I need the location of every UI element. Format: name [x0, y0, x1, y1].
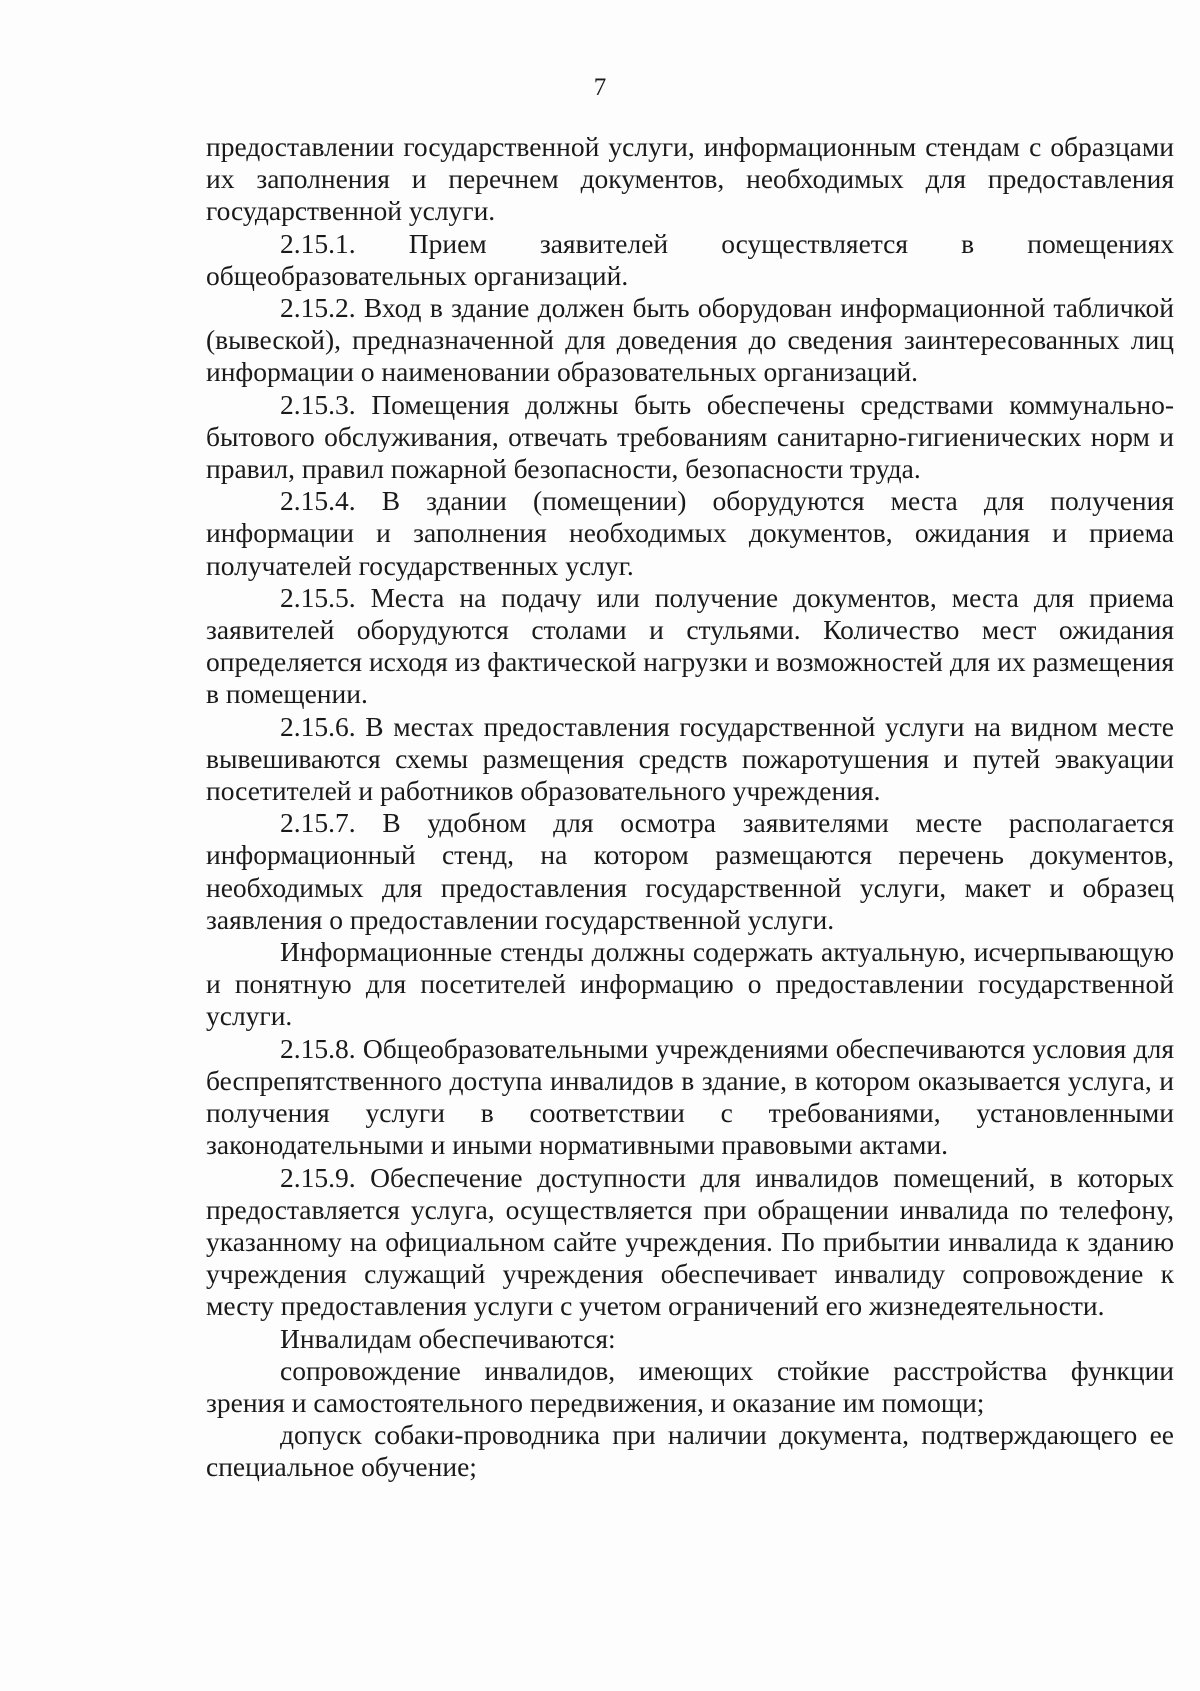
paragraph-2-15-4: 2.15.4. В здании (помещении) оборудуются места для получения информации и заполнения необходимых документов, ожидания и приема получателей государственных услуг.: [206, 485, 1174, 581]
paragraph-escort: сопровождение инвалидов, имеющих стойкие расстройства функции зрения и самостоятельного передвижения, и оказание им помощи;: [206, 1354, 1174, 1418]
paragraph-2-15-7: 2.15.7. В удобном для осмотра заявителями месте располагается информационный стенд, на котором размещаются перечень документов, необходимых для предоставления государственной услуги, макет и образец заявления о предоставлении государственной услуги.: [206, 807, 1174, 935]
paragraph-2-15-3: 2.15.3. Помещения должны быть обеспечены средствами коммунально-бытового обслуживания, отвечать требованиям санитарно-гигиенических норм и правил, правил пожарной безопасности, безопасности труда.: [206, 388, 1174, 485]
page-number: 7: [593, 74, 607, 101]
paragraph-continuation: предоставлении государственной услуги, информационным стендам с образцами их заполнения и перечнем документов, необходимых для предоставления государственной услуги.: [206, 131, 1174, 227]
paragraph-2-15-1: 2.15.1. Прием заявителей осуществляется в помещениях общеобразовательных организаций.: [206, 227, 1174, 291]
paragraph-guide-dog: допуск собаки-проводника при наличии документа, подтверждающего ее специальное обучение;: [206, 1419, 1174, 1483]
paragraph-2-15-8: 2.15.8. Общеобразовательными учреждениями обеспечиваются условия для беспрепятственного доступа инвалидов в здание, в котором оказывается услуга, и получения услуги в соответствии с требованиями, установленными законодательными и иными нормативными правовыми актами.: [206, 1032, 1174, 1161]
paragraph-disabled-intro: Инвалидам обеспечиваются:: [280, 1322, 616, 1354]
paragraph-2-15-2: 2.15.2. Вход в здание должен быть оборудован информационной табличкой (вывеской), предназначенной для доведения до сведения заинтересованных лиц информации о наименовании образовательных организаций.: [206, 292, 1174, 388]
paragraph-info-stands: Информационные стенды должны содержать актуальную, исчерпывающую и понятную для посетителей информацию о предоставлении государственной услуги.: [206, 936, 1174, 1032]
paragraph-2-15-6: 2.15.6. В местах предоставления государственной услуги на видном месте вывешиваются схемы размещения средств пожаротушения и путей эвакуации посетителей и работников образовательного учреждения.: [206, 710, 1174, 807]
paragraph-2-15-9: 2.15.9. Обеспечение доступности для инвалидов помещений, в которых предоставляется услуга, осуществляется при обращении инвалида по телефону, указанному на официальном сайте учреждения. По прибытии инвалида к зданию учреждения служащий учреждения обеспечивает инвалиду сопровождение к месту предоставления услуги с учетом ограничений его жизнедеятельности.: [206, 1161, 1174, 1322]
document-body: [206, 131, 1174, 1484]
paragraph-2-15-5: 2.15.5. Места на подачу или получение документов, места для приема заявителей оборудуются столами и стульями. Количество мест ожидания определяется исходя из фактической нагрузки и возможностей для их размещения в помещении.: [206, 581, 1174, 710]
